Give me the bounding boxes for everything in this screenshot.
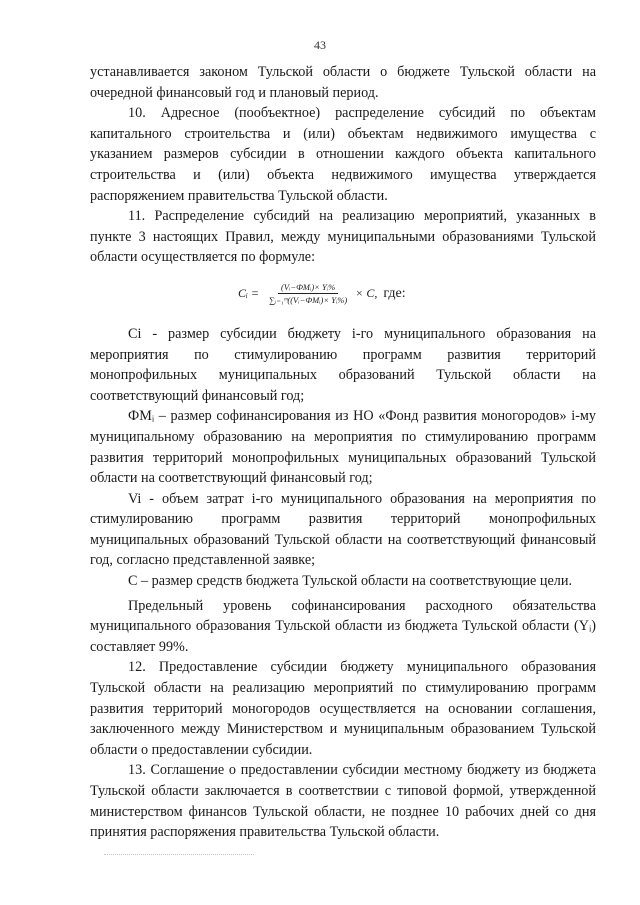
subsidy-formula bbox=[238, 282, 596, 306]
document-body bbox=[90, 62, 596, 843]
paragraph-12: 12. Предоставление субсидии бюджету муниципального образования Тульской области на реализацию мероприятий по стимулированию программ развития территорий моногородов осуществляется на основании соглашения, заключенного между Министерством и муниципальным образованием Тульской области о предоставлении субсидии. bbox=[90, 659, 596, 758]
formula-numerator: (Vᵢ−ФМᵢ)× Yᵢ% bbox=[278, 282, 338, 294]
page-number: 43 bbox=[314, 38, 326, 52]
paragraph-10: 10. Адресное (пообъектное) распределение субсидий по объектам капитального строительства и (или) объектам недвижимого имущества с указанием размеров субсидии в отношении каждого объекта капитального строительства и (или) объекта недвижимого имущества утверждается распоряжением правительства Тульской области. bbox=[90, 105, 596, 204]
definition-c: С – размер средств бюджета Тульской области на соответствующие цели. bbox=[128, 573, 573, 590]
formula-denominator: ∑ᵢ₌₁ᵐ((Vᵢ−ФМᵢ)× Yᵢ%) bbox=[269, 294, 348, 305]
formula-tail: × C, bbox=[355, 286, 378, 301]
formula-lhs: Cᵢ = bbox=[238, 286, 259, 301]
formula-where: где: bbox=[383, 285, 406, 301]
definition-ci: Ci - размер субсидии бюджету i-го муниципального образования на мероприятия по стимулированию программ развития территорий монопрофильных муниципальных образований Тульской области на соответствующий финансовый год; bbox=[90, 325, 596, 404]
definition-vi: Vi - объем затрат i-го муниципального образования на мероприятия по стимулированию программ развития территорий монопрофильных муниципальных образований Тульской области на соответствующий финансовый год, согласно представленной заявке; bbox=[90, 490, 596, 569]
paragraph-11: 11. Распределение субсидий на реализацию мероприятий, указанных в пункте 3 настоящих Правил, между муниципальными образованиями Тульской области осуществляется по формуле: bbox=[90, 208, 596, 266]
formula-fraction bbox=[269, 282, 347, 306]
paragraph-intro: устанавливается законом Тульской области о бюджете Тульской области на очередной финансовый год и плановый период. bbox=[90, 64, 596, 101]
definition-fm: ФМᵢ – размер софинансирования из НО «Фонд развития моногородов» i-му муниципальному образованию на мероприятия по стимулированию программ развития территорий монопрофильных муниципальных образований Тульской области на соответствующий финансовый год; bbox=[90, 408, 596, 487]
footer-divider bbox=[104, 854, 254, 855]
paragraph-13: 13. Соглашение о предоставлении субсидии местному бюджету из бюджета Тульской области заключается в соответствии с типовой формой, утвержденной министерством финансов Тульской области, не позднее 10 рабочих дней со дня принятия распоряжения правительства Тульской области. bbox=[90, 762, 596, 841]
paragraph-cofinancing-limit: Предельный уровень софинансирования расходного обязательства муниципального образования Тульской области из бюджета Тульской области (Yᵢ) составляет 99%. bbox=[90, 597, 596, 655]
